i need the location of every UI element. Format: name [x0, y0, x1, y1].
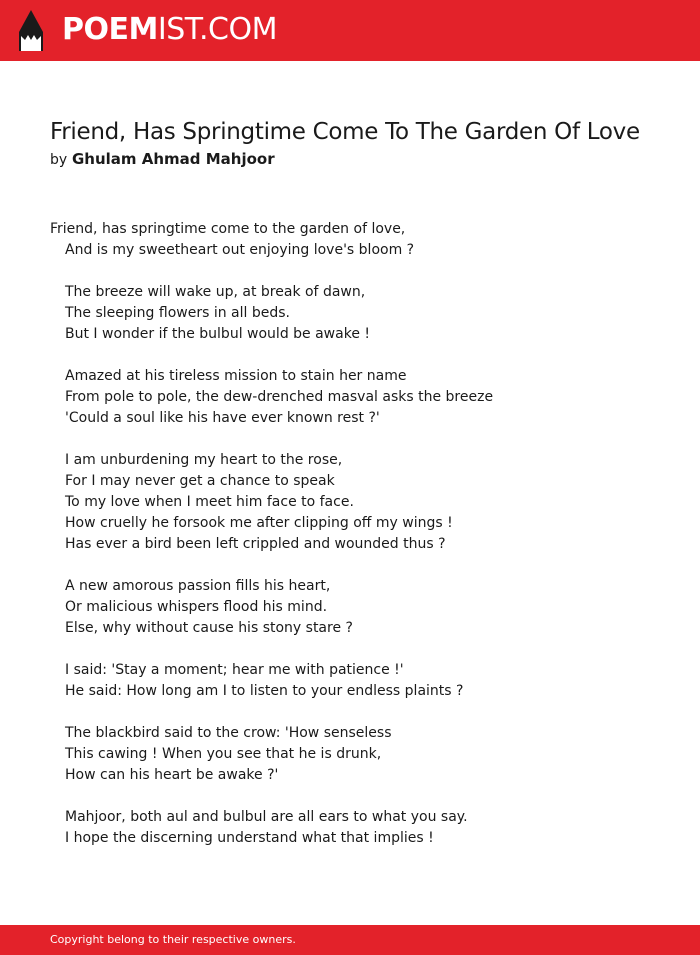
logo-light-text: IST.COM — [157, 12, 277, 47]
author-name[interactable]: Ghulam Ahmad Mahjoor — [71, 150, 275, 168]
site-logo[interactable] — [62, 13, 277, 47]
byline — [50, 149, 275, 170]
poem-line: I am unburdening my heart to the rose, — [65, 452, 343, 468]
poem-line: Friend, has springtime come to the garden of love, — [50, 221, 406, 237]
logo-bold-text: POEM — [62, 12, 158, 47]
poem-line: The blackbird said to the crow: 'How senseless — [65, 725, 392, 741]
poem-line: Mahjoor, both aul and bulbul are all ears to what you say. — [65, 809, 468, 825]
poem-line: I said: 'Stay a moment; hear me with patience !' — [65, 662, 404, 678]
stanza-gap — [50, 786, 670, 807]
poem-line: A new amorous passion fills his heart, — [65, 578, 331, 594]
pencil-icon[interactable] — [19, 10, 43, 51]
stanza-gap — [50, 261, 670, 282]
site-header — [0, 0, 700, 61]
poem-line: How can his heart be awake ?' — [65, 767, 279, 783]
poem-line: Has ever a bird been left crippled and wounded thus ? — [65, 536, 446, 552]
poem-line: He said: How long am I to listen to your endless plaints ? — [65, 683, 464, 699]
poem-line: Amazed at his tireless mission to stain her name — [65, 368, 407, 384]
poem-line: I hope the discerning understand what that implies ! — [65, 830, 434, 846]
poem-line: Else, why without cause his stony stare ? — [65, 620, 353, 636]
poem-line: But I wonder if the bulbul would be awake ! — [65, 326, 370, 342]
stanza-gap — [50, 429, 670, 450]
poem-line: To my love when I meet him face to face. — [65, 494, 354, 510]
poem-line: From pole to pole, the dew-drenched masval asks the breeze — [65, 389, 494, 405]
byline-prefix: by — [50, 152, 68, 168]
stanza-gap — [50, 555, 670, 576]
stanza-gap — [50, 345, 670, 366]
poem-line: 'Could a soul like his have ever known rest ?' — [65, 410, 380, 426]
poem-title: Friend, Has Springtime Come To The Garden Of Love — [50, 119, 640, 145]
copyright-notice: Copyright belong to their respective owners. — [50, 933, 296, 946]
poem-line: How cruelly he forsook me after clipping off my wings ! — [65, 515, 453, 531]
site-footer — [0, 925, 700, 955]
stanza-gap — [50, 702, 670, 723]
poem-body — [50, 219, 670, 849]
poem-line: For I may never get a chance to speak — [65, 473, 335, 489]
poem-line: This cawing ! When you see that he is drunk, — [65, 746, 382, 762]
poem-line: The breeze will wake up, at break of dawn, — [65, 284, 366, 300]
poem-line: The sleeping flowers in all beds. — [65, 305, 290, 321]
poem-line: Or malicious whispers flood his mind. — [65, 599, 328, 615]
poem-line: And is my sweetheart out enjoying love's bloom ? — [65, 242, 415, 258]
stanza-gap — [50, 639, 670, 660]
